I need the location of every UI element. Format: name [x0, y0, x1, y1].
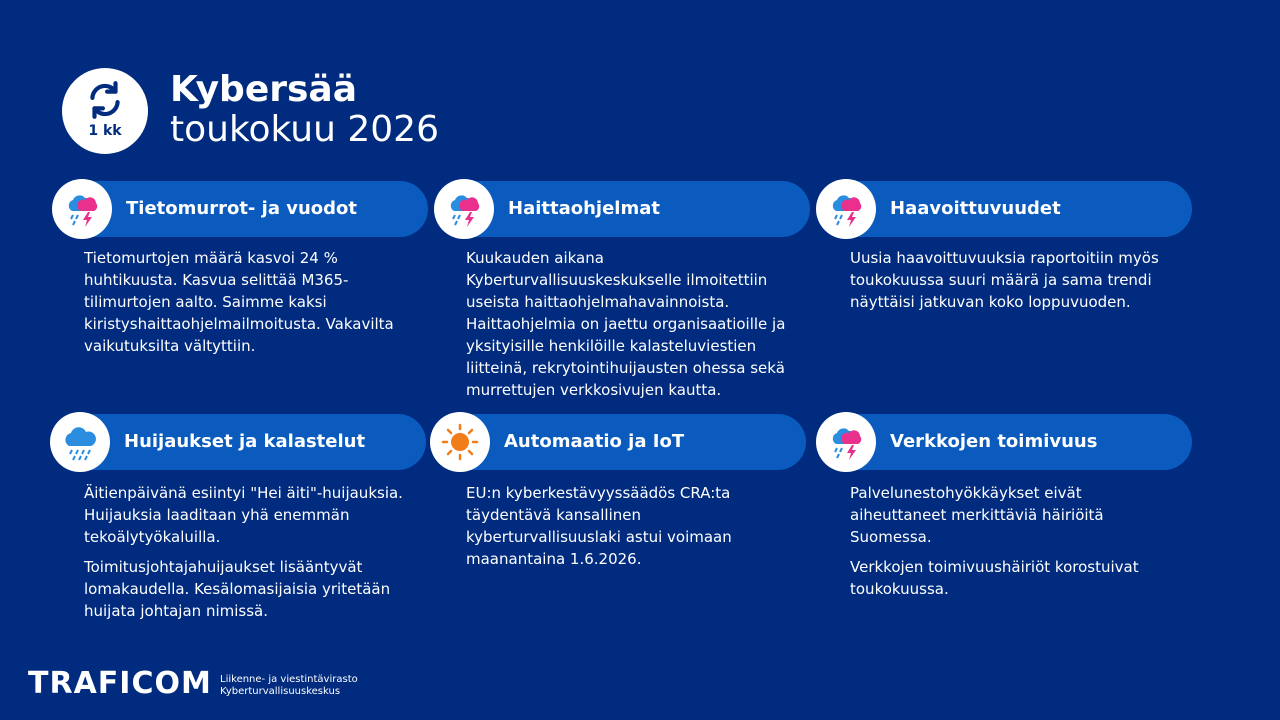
card-title: Huijaukset ja kalastelut: [124, 431, 366, 452]
card-header-breaches: [54, 181, 428, 237]
card-title: Haavoittuvuudet: [890, 198, 1061, 219]
storm-cloud-icon: [434, 179, 494, 239]
page-title: Kybersää: [170, 69, 358, 110]
card-header-iot: [432, 414, 806, 470]
card-paragraph: Tietomurtojen määrä kasvoi 24 % huhtikuusta. Kasvua selittää M365-tilimurtojen aalto. Saimme kaksi kiristyshaittaohjelmailmoitusta. Vakavilta vaikutuksilta vältyttiin.: [84, 249, 394, 355]
period-badge: [62, 68, 148, 154]
card-title: Tietomurrot- ja vuodot: [126, 198, 358, 219]
card-text-malware: [466, 247, 796, 409]
card-header-malware: [436, 181, 810, 237]
refresh-icon: [84, 79, 126, 121]
card-text-breaches: [84, 247, 414, 365]
storm-cloud-icon: [816, 412, 876, 472]
card-text-vulnerabilities: [850, 247, 1180, 321]
card-text-iot: [466, 482, 796, 578]
card-paragraph: Uusia haavoittuvuuksia raportoitiin myös toukokuussa suuri määrä ja sama trendi näyttäisi jatkuvan koko loppuvuoden.: [850, 249, 1159, 311]
card-paragraph: Verkkojen toimivuushäiriöt korostuivat toukokuussa.: [850, 558, 1139, 598]
badge-label: 1 kk: [88, 123, 122, 139]
card-header-networks: [818, 414, 1192, 470]
card-text-networks: [850, 482, 1180, 608]
storm-cloud-icon: [816, 179, 876, 239]
storm-cloud-icon: [52, 179, 112, 239]
card-paragraph: Toimitusjohtajahuijaukset lisääntyvät lomakaudella. Kesälomasijaisia yritetään huijata johtajan nimissä.: [84, 558, 391, 620]
footer-line-1: Liikenne- ja viestintävirasto: [220, 674, 358, 685]
rain-cloud-icon: [50, 412, 110, 472]
card-paragraph: Kuukauden aikana Kyberturvallisuuskeskukselle ilmoitettiin useista haittaohjelmahavainnoista. Haittaohjelmia on jaettu organisaatioille ja yksityisille henkilöille kalasteluviestien liitteinä, rekrytointihuijausten ohessa sekä murrettujen verkkosivujen kautta.: [466, 249, 786, 399]
card-header-scams: [52, 414, 426, 470]
card-header-vulnerabilities: [818, 181, 1192, 237]
traficom-logo: TRAFICOM: [28, 666, 212, 701]
sun-icon: [430, 412, 490, 472]
card-paragraph: Äitienpäivänä esiintyi "Hei äiti"-huijauksia. Huijauksia laaditaan yhä enemmän tekoälytyökaluilla.: [84, 484, 403, 546]
card-text-scams: [84, 482, 414, 630]
footer-line-2: Kyberturvallisuuskeskus: [220, 686, 341, 697]
card-title: Verkkojen toimivuus: [890, 431, 1098, 452]
card-paragraph: Palvelunestohyökkäykset eivät aiheuttaneet merkittäviä häiriöitä Suomessa.: [850, 484, 1104, 546]
card-title: Haittaohjelmat: [508, 198, 660, 219]
footer-agency: [220, 674, 358, 698]
page-subtitle: toukokuu 2026: [170, 109, 439, 150]
card-paragraph: EU:n kyberkestävyyssäädös CRA:ta täydentävä kansallinen kyberturvallisuuslaki astui voimaan maanantaina 1.6.2026.: [466, 484, 732, 568]
card-title: Automaatio ja IoT: [504, 431, 685, 452]
